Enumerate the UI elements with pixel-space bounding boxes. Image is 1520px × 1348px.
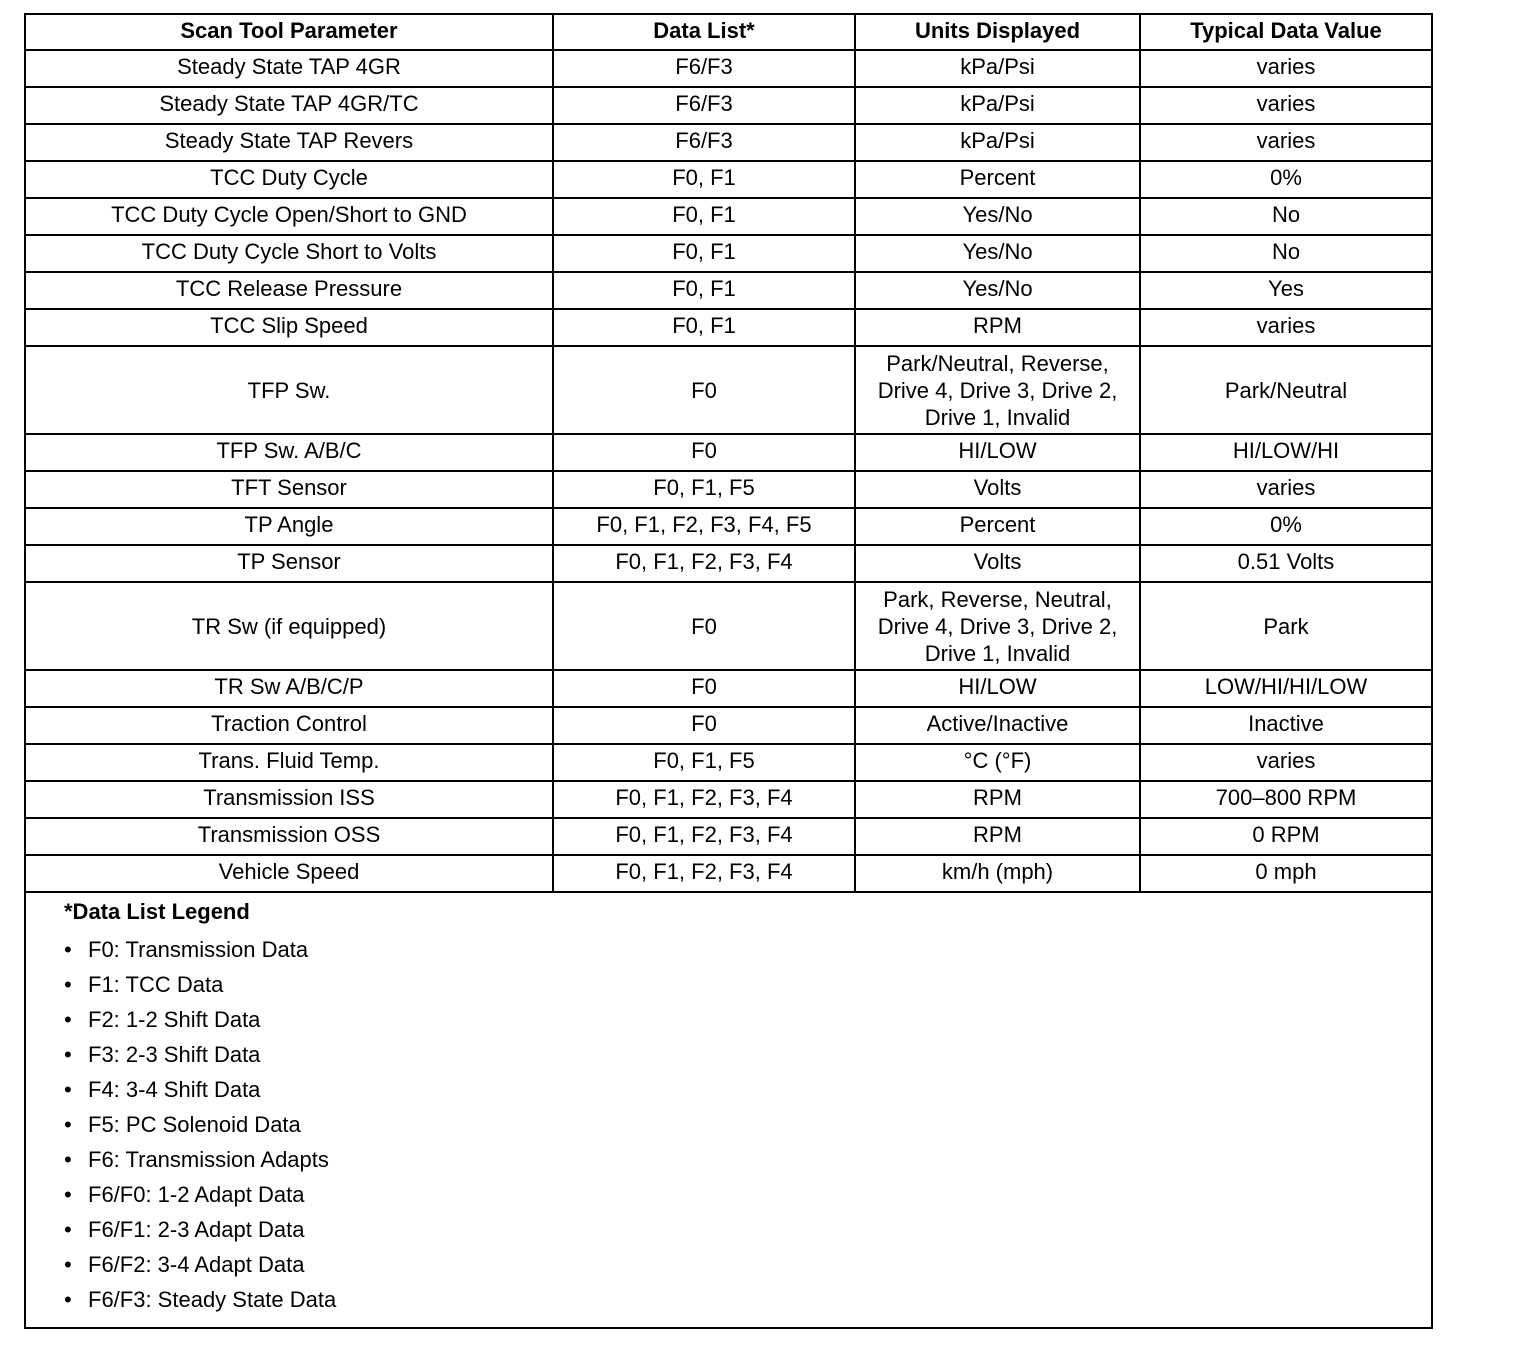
legend-item-text: F4: 3-4 Shift Data — [88, 1077, 261, 1102]
table-row — [26, 670, 1431, 707]
cell-typical-value: varies — [1140, 471, 1431, 508]
cell-parameter: TR Sw A/B/C/P — [26, 670, 553, 707]
cell-data-list: F0, F1 — [553, 161, 855, 198]
cell-parameter: TP Sensor — [26, 545, 553, 582]
table-row — [26, 161, 1431, 198]
legend-item — [64, 1177, 1431, 1212]
cell-data-list: F0, F1, F2, F3, F4 — [553, 781, 855, 818]
bullet-icon: • — [64, 1182, 72, 1207]
cell-typical-value: No — [1140, 235, 1431, 272]
legend-title: *Data List Legend — [64, 899, 250, 924]
legend-item — [64, 932, 1431, 967]
bullet-icon: • — [64, 937, 72, 962]
table-row — [26, 545, 1431, 582]
cell-typical-value: varies — [1140, 124, 1431, 161]
cell-typical-value: varies — [1140, 50, 1431, 87]
cell-parameter: TP Angle — [26, 508, 553, 545]
cell-units: Percent — [855, 508, 1140, 545]
bullet-icon: • — [64, 1287, 72, 1312]
cell-parameter: Steady State TAP Revers — [26, 124, 553, 161]
table-row — [26, 235, 1431, 272]
cell-units: Volts — [855, 471, 1140, 508]
cell-data-list: F0 — [553, 582, 855, 670]
table-row — [26, 272, 1431, 309]
data-list-legend — [26, 893, 1431, 1327]
header-data-list: Data List* — [553, 15, 855, 50]
table-row — [26, 582, 1431, 670]
table-row — [26, 346, 1431, 434]
data-table — [26, 15, 1431, 893]
cell-data-list: F6/F3 — [553, 124, 855, 161]
cell-parameter: TFP Sw. — [26, 346, 553, 434]
table-row — [26, 87, 1431, 124]
cell-data-list: F0 — [553, 434, 855, 471]
cell-units: km/h (mph) — [855, 855, 1140, 892]
table-row — [26, 508, 1431, 545]
cell-data-list: F0 — [553, 346, 855, 434]
header-row — [26, 15, 1431, 50]
cell-units: Park/Neutral, Reverse, Drive 4, Drive 3, Drive 2, Drive 1, Invalid — [855, 346, 1140, 434]
bullet-icon: • — [64, 1217, 72, 1242]
cell-data-list: F0, F1, F2, F3, F4, F5 — [553, 508, 855, 545]
header-typical-value: Typical Data Value — [1140, 15, 1431, 50]
cell-units: kPa/Psi — [855, 124, 1140, 161]
legend-item — [64, 1037, 1431, 1072]
legend-item-text: F6/F2: 3-4 Adapt Data — [88, 1252, 305, 1277]
table-body — [26, 50, 1431, 892]
cell-data-list: F0, F1, F2, F3, F4 — [553, 545, 855, 582]
cell-parameter: Steady State TAP 4GR — [26, 50, 553, 87]
table-row — [26, 124, 1431, 161]
legend-item-text: F1: TCC Data — [88, 972, 224, 997]
cell-data-list: F0, F1 — [553, 309, 855, 346]
legend-item — [64, 1072, 1431, 1107]
table-row — [26, 434, 1431, 471]
legend-item — [64, 967, 1431, 1002]
cell-typical-value: varies — [1140, 87, 1431, 124]
legend-list — [64, 932, 1431, 1317]
legend-item-text: F6/F1: 2-3 Adapt Data — [88, 1217, 305, 1242]
legend-item-text: F6: Transmission Adapts — [88, 1147, 329, 1172]
cell-units: Volts — [855, 545, 1140, 582]
cell-units: °C (°F) — [855, 744, 1140, 781]
cell-units: kPa/Psi — [855, 50, 1140, 87]
cell-units: HI/LOW — [855, 670, 1140, 707]
cell-parameter: TCC Duty Cycle Short to Volts — [26, 235, 553, 272]
bullet-icon: • — [64, 1252, 72, 1277]
cell-parameter: TCC Duty Cycle Open/Short to GND — [26, 198, 553, 235]
table-row — [26, 855, 1431, 892]
legend-item-text: F5: PC Solenoid Data — [88, 1112, 301, 1137]
table-row — [26, 781, 1431, 818]
cell-typical-value: Inactive — [1140, 707, 1431, 744]
cell-parameter: TR Sw (if equipped) — [26, 582, 553, 670]
table-row — [26, 471, 1431, 508]
legend-item — [64, 1247, 1431, 1282]
cell-parameter: Steady State TAP 4GR/TC — [26, 87, 553, 124]
bullet-icon: • — [64, 1077, 72, 1102]
cell-typical-value: Park — [1140, 582, 1431, 670]
cell-parameter: Transmission OSS — [26, 818, 553, 855]
cell-units: Yes/No — [855, 235, 1140, 272]
table-row — [26, 707, 1431, 744]
table-row — [26, 50, 1431, 87]
cell-typical-value: 0 mph — [1140, 855, 1431, 892]
cell-data-list: F0, F1 — [553, 272, 855, 309]
cell-parameter: TCC Release Pressure — [26, 272, 553, 309]
cell-data-list: F0, F1 — [553, 198, 855, 235]
cell-data-list: F6/F3 — [553, 50, 855, 87]
scan-tool-data-table — [24, 13, 1433, 1329]
cell-typical-value: HI/LOW/HI — [1140, 434, 1431, 471]
cell-units: Active/Inactive — [855, 707, 1140, 744]
table-row — [26, 744, 1431, 781]
legend-item-text: F2: 1-2 Shift Data — [88, 1007, 261, 1032]
cell-units: RPM — [855, 309, 1140, 346]
table-row — [26, 309, 1431, 346]
cell-typical-value: 0.51 Volts — [1140, 545, 1431, 582]
bullet-icon: • — [64, 1112, 72, 1137]
legend-item-text: F6/F3: Steady State Data — [88, 1287, 337, 1312]
legend-item-text: F6/F0: 1-2 Adapt Data — [88, 1182, 305, 1207]
cell-parameter: Vehicle Speed — [26, 855, 553, 892]
cell-data-list: F0 — [553, 670, 855, 707]
cell-parameter: Traction Control — [26, 707, 553, 744]
cell-units: RPM — [855, 818, 1140, 855]
legend-item — [64, 1142, 1431, 1177]
cell-units: Yes/No — [855, 272, 1140, 309]
cell-parameter: Trans. Fluid Temp. — [26, 744, 553, 781]
cell-units: kPa/Psi — [855, 87, 1140, 124]
table-row — [26, 818, 1431, 855]
cell-typical-value: 0% — [1140, 508, 1431, 545]
bullet-icon: • — [64, 972, 72, 997]
cell-units: Yes/No — [855, 198, 1140, 235]
cell-parameter: TFP Sw. A/B/C — [26, 434, 553, 471]
cell-units: Park, Reverse, Neutral, Drive 4, Drive 3, Drive 2, Drive 1, Invalid — [855, 582, 1140, 670]
cell-units: HI/LOW — [855, 434, 1140, 471]
cell-typical-value: Park/Neutral — [1140, 346, 1431, 434]
cell-typical-value: 0% — [1140, 161, 1431, 198]
cell-typical-value: No — [1140, 198, 1431, 235]
legend-item — [64, 1002, 1431, 1037]
cell-data-list: F0, F1, F2, F3, F4 — [553, 855, 855, 892]
cell-data-list: F0, F1, F2, F3, F4 — [553, 818, 855, 855]
legend-item — [64, 1107, 1431, 1142]
cell-data-list: F0, F1 — [553, 235, 855, 272]
cell-typical-value: 0 RPM — [1140, 818, 1431, 855]
cell-parameter: TFT Sensor — [26, 471, 553, 508]
cell-parameter: TCC Duty Cycle — [26, 161, 553, 198]
cell-typical-value: 700–800 RPM — [1140, 781, 1431, 818]
cell-data-list: F0, F1, F5 — [553, 744, 855, 781]
cell-data-list: F0 — [553, 707, 855, 744]
table-row — [26, 198, 1431, 235]
legend-item-text: F3: 2-3 Shift Data — [88, 1042, 261, 1067]
legend-item — [64, 1212, 1431, 1247]
header-parameter: Scan Tool Parameter — [26, 15, 553, 50]
legend-item-text: F0: Transmission Data — [88, 937, 309, 962]
bullet-icon: • — [64, 1147, 72, 1172]
cell-units: RPM — [855, 781, 1140, 818]
legend-item — [64, 1282, 1431, 1317]
cell-typical-value: varies — [1140, 309, 1431, 346]
header-units: Units Displayed — [855, 15, 1140, 50]
cell-typical-value: varies — [1140, 744, 1431, 781]
cell-typical-value: LOW/HI/HI/LOW — [1140, 670, 1431, 707]
cell-typical-value: Yes — [1140, 272, 1431, 309]
bullet-icon: • — [64, 1042, 72, 1067]
cell-data-list: F6/F3 — [553, 87, 855, 124]
cell-parameter: Transmission ISS — [26, 781, 553, 818]
cell-data-list: F0, F1, F5 — [553, 471, 855, 508]
cell-units: Percent — [855, 161, 1140, 198]
bullet-icon: • — [64, 1007, 72, 1032]
cell-parameter: TCC Slip Speed — [26, 309, 553, 346]
